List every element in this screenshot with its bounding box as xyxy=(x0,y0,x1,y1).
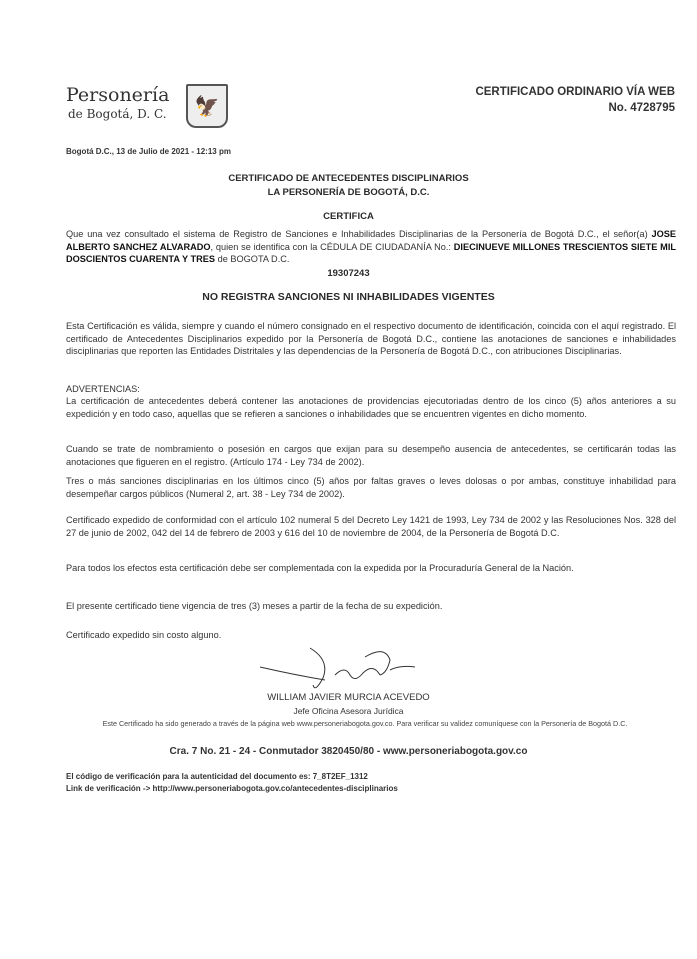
coat-of-arms-icon: 🦅 xyxy=(186,84,228,128)
date-line: Bogotá D.C., 13 de Julio de 2021 - 12:13 pm xyxy=(66,147,231,156)
sanciones-paragraph: Tres o más sanciones disciplinarias en los últimos cinco (5) años por faltas graves o leves dolosas o por ambas, constituye inhabilidad para desempeñar cargos públicos (Numeral 2, art. 38 - Ley 734 de 2002). xyxy=(66,476,676,499)
logo-text-line2: de Bogotá, D. C. xyxy=(68,107,167,121)
intro-mid: , quien se identifica con la CÉDULA DE CIUDADANÍA No.: xyxy=(210,241,454,252)
costo-paragraph: Certificado expedido sin costo alguno. xyxy=(66,630,222,640)
id-in-words: DIECINUEVE MILLONES TRESCIENTOS SIETE MIL DOSCIENTOS CUARENTA Y TRES xyxy=(66,241,676,265)
certifica-heading: CERTIFICA xyxy=(323,211,374,222)
person-name: JOSE ALBERTO SANCHEZ ALVARADO xyxy=(66,229,676,252)
validity-paragraph: Esta Certificación es válida, siempre y cuando el número consignado en el respectivo documento de identificación, coincida con el aquí registrado. El certificado de Antecedentes Disciplinarios expedido por la Personería de Bogotá D.C., contiene las anotaciones de sanciones e inhabilidades disciplinarias que reporten las Entidades Distritales y las dependencias de la Personería de Bogotá D.C., con atribuciones Disciplinarias. xyxy=(66,321,676,357)
verification-code: El código de verificación para la autenticidad del documento es: 7_8T2EF_1312 xyxy=(66,772,368,781)
conformidad-paragraph: Certificado expedido de conformidad con el artículo 102 numeral 5 del Decreto Ley 1421 de 1993, Ley 734 de 2002 y las Resoluciones Nos. 328 del 27 de junio de 2002, 042 del 14 de febrero de 2003 y 616 del 10 de noviembre de 2004, de la Personería de Bogotá D.C. xyxy=(66,515,676,538)
intro-paragraph xyxy=(66,228,676,266)
advertencias-paragraph: La certificación de antecedentes deberá contener las anotaciones de providencias ejecutoriadas dentro de los cinco (5) años anteriores a su expedición y en todo caso, aquellas que se refieren a sanciones o inhabilidades que se encuentren vigentes en dicho momento. xyxy=(66,396,676,419)
verification-link[interactable]: Link de verificación -> http://www.personeriabogota.gov.co/antecedentes-disciplinarios xyxy=(66,784,398,793)
signer-role: Jefe Oficina Asesora Jurídica xyxy=(293,706,404,716)
complementada-paragraph: Para todos los efectos esta certificación debe ser complementada con la expedida por la Procuraduría General de la Nación. xyxy=(66,563,574,573)
signature-icon xyxy=(255,645,425,695)
intro-post: de BOGOTA D.C. xyxy=(215,254,290,265)
result-statement: NO REGISTRA SANCIONES NI INHABILIDADES VIGENTES xyxy=(202,291,495,303)
intro-pre: Que una vez consultado el sistema de Registro de Sanciones e Inhabilidades Disciplinarias de la Personería de Bogotá D.C., el señor(a) xyxy=(66,229,652,239)
title-line1: CERTIFICADO DE ANTECEDENTES DISCIPLINARIOS xyxy=(228,173,469,184)
title-line2: LA PERSONERÍA DE BOGOTÁ, D.C. xyxy=(267,187,430,198)
certificate-type: CERTIFICADO ORDINARIO VÍA WEB xyxy=(475,86,675,98)
id-number: 19307243 xyxy=(327,268,370,279)
generated-notice: Este Certificado ha sido generado a través de la página web www.personeriabogota.gov.co. Para verificar su validez comuníquese con la Personería de Bogotá D.C. xyxy=(102,719,628,728)
logo-text-line1: Personería xyxy=(66,84,170,106)
signer-name: WILLIAM JAVIER MURCIA ACEVEDO xyxy=(267,692,430,703)
address-line: Cra. 7 No. 21 - 24 - Conmutador 3820450/80 - www.personeriabogota.gov.co xyxy=(169,746,528,757)
nombramiento-paragraph: Cuando se trate de nombramiento o posesión en cargos que exijan para su desempeño ausencia de antecedentes, se certificarán todas las anotaciones que figueren en el registro. (Artículo 174 - Ley 734 de 2002). xyxy=(66,444,676,467)
certificate-number: No. 4728795 xyxy=(608,102,675,114)
vigencia-paragraph: El presente certificado tiene vigencia de tres (3) meses a partir de la fecha de su expedición. xyxy=(66,601,443,611)
advertencias-label: ADVERTENCIAS: xyxy=(66,384,140,394)
